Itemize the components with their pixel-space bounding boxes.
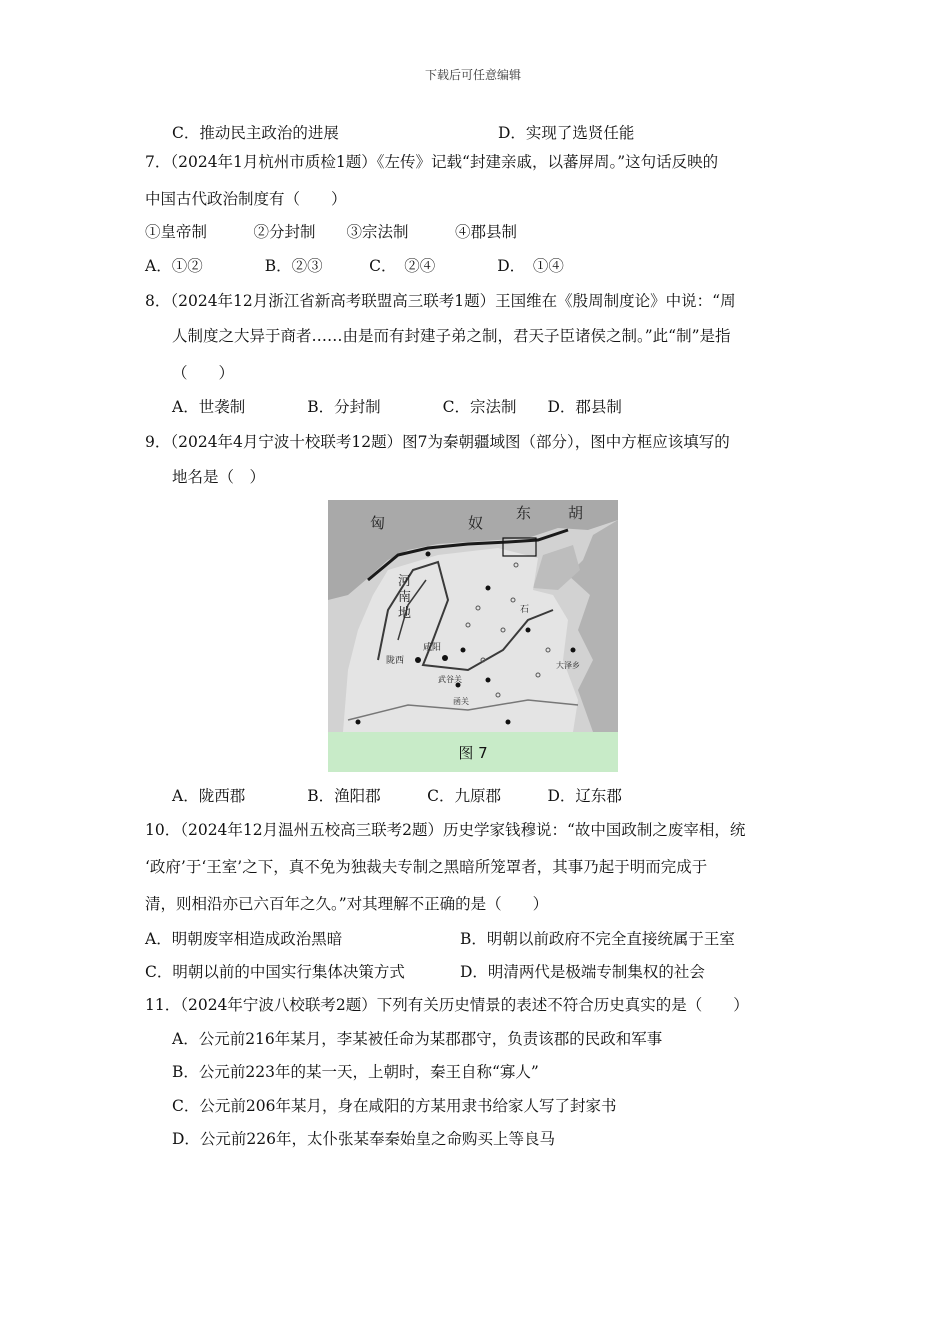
question-line: ①皇帝制 ②分封制 ③宗法制 ④郡县制 (145, 223, 518, 241)
question-line: 中国古代政治制度有（ ） (145, 190, 347, 208)
question-line: 7．（2024年1月杭州市质检1题）《左传》记载“封建亲戚，以蕃屏周。”这句话反映的 (145, 153, 719, 171)
option-line: A．①② B．②③ C． ②④ D． ①④ (145, 257, 564, 275)
option-line: A．明朝废宰相造成政治黑暗 (145, 930, 343, 948)
page-header: 下载后可任意编辑 (425, 68, 522, 82)
option-line: A．陇西郡 B．渔阳郡 C．九原郡 D．辽东郡 (172, 787, 622, 805)
option-line: D．明清两代是极端专制集权的社会 (460, 963, 705, 981)
option-line: C．推动民主政治的进展 (172, 124, 339, 142)
map-label: 地 (398, 606, 412, 621)
figure-caption: 图 7 (328, 732, 618, 772)
question-line: （ ） (172, 364, 235, 382)
qin-map-image (328, 500, 618, 732)
option-line: B．公元前223年的某一天，上朝时，秦王自称“寡人” (172, 1063, 539, 1081)
question-line: 8．（2024年12月浙江省新高考联盟高三联考1题）王国维在《殷周制度论》中说：“周 (145, 292, 736, 310)
map-label: 函关 (453, 697, 469, 706)
map-label: 咸阳 (423, 643, 442, 653)
qin-map-svg (328, 500, 618, 732)
option-line: D．实现了选贤任能 (498, 124, 635, 142)
map-label: 河 (398, 574, 412, 589)
question-line: 11．（2024年宁波八校联考2题）下列有关历史情景的表述不符合历史真实的是（ ） (145, 996, 749, 1014)
option-line: C．明朝以前的中国实行集体决策方式 (145, 963, 405, 981)
option-line: C．公元前206年某月，身在咸阳的方某用隶书给家人写了封家书 (172, 1097, 617, 1115)
map-label: 匈 (370, 514, 386, 532)
map-label: 奴 (468, 514, 484, 532)
option-line: D．公元前226年，太仆张某奉秦始皇之命购买上等良马 (172, 1130, 556, 1148)
question-line: 地名是（ ） (172, 468, 266, 486)
map-label: 南 (398, 590, 412, 605)
question-line: 10．（2024年12月温州五校高三联考2题）历史学家钱穆说：“故中国政制之废宰相，统 (145, 821, 746, 839)
map-label: 大泽乡 (556, 661, 580, 670)
map-label: 陇西 (386, 656, 405, 666)
map-label: 石 (520, 605, 530, 615)
option-line: B．明朝以前政府不完全直接统属于王室 (460, 930, 735, 948)
question-line: 人制度之大异于商者……由是而有封建子弟之制，君天子臣诸侯之制。”此“制”是指 (172, 327, 731, 345)
map-label: 武谷关 (438, 675, 462, 684)
question-line: 清，则相沿亦已六百年之久。”对其理解不正确的是（ ） (145, 895, 549, 913)
option-line: A．世袭制 B．分封制 C．宗法制 D．郡县制 (172, 398, 622, 416)
qin-map-figure (328, 500, 618, 772)
option-line: A．公元前216年某月，李某被任命为某郡郡守，负责该郡的民政和军事 (172, 1030, 663, 1048)
map-label: 东 (516, 504, 532, 522)
map-label: 胡 (568, 504, 584, 522)
question-line: 9．（2024年4月宁波十校联考12题）图7为秦朝疆域图（部分），图中方框应该填写的 (145, 433, 730, 451)
question-line: ‘政府’于‘王室’之下，真不免为独裁夫专制之黑暗所笼罩者，其事乃起于明而完成于 (145, 858, 708, 876)
